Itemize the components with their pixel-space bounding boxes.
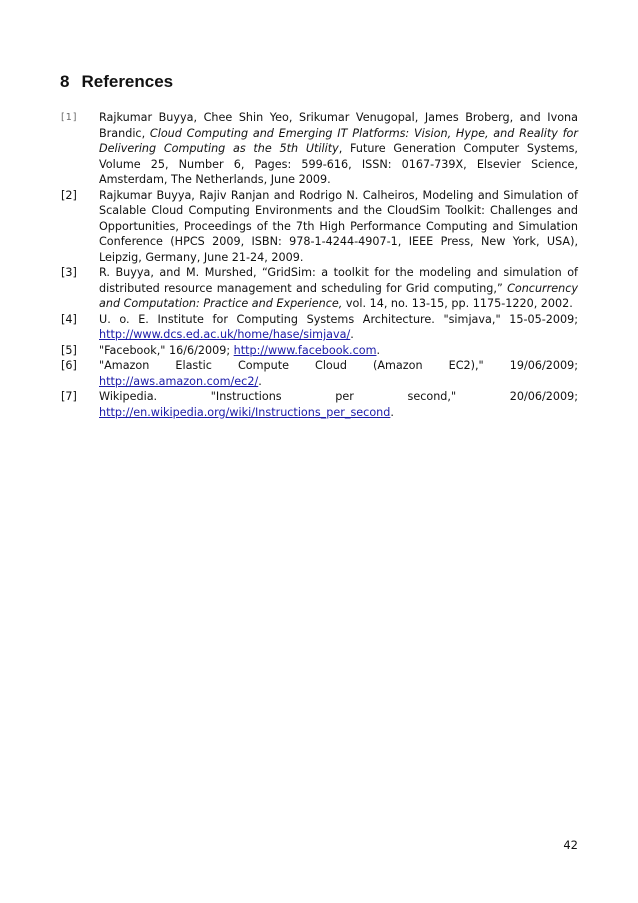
reference-title: Concurrency and Computation: Practice and Experience, bbox=[99, 281, 578, 310]
reference-item bbox=[60, 312, 578, 343]
reference-text: "Facebook," 16/6/2009; http://www.facebook.com. bbox=[99, 343, 381, 357]
section-heading bbox=[60, 72, 173, 92]
reference-item bbox=[60, 188, 578, 266]
reference-list bbox=[60, 110, 578, 420]
reference-link[interactable]: http://www.facebook.com bbox=[233, 343, 377, 357]
reference-link[interactable]: http://en.wikipedia.org/wiki/Instructions_per_second bbox=[99, 405, 391, 419]
reference-item bbox=[60, 110, 578, 188]
reference-label: [2] bbox=[61, 188, 77, 202]
reference-item bbox=[60, 265, 578, 312]
reference-item: [7] Wikipedia. "Instructions per second," 20/06/2009; http://en.wikipedia.org/wiki/Instructions_per_second. bbox=[61, 390, 578, 419]
reference-text: "Amazon Elastic Compute Cloud (Amazon EC2)," 19/06/2009; bbox=[99, 359, 578, 372]
reference-title: Cloud Computing and Emerging IT Platforms: Vision, Hype, and Reality for Delivering Computing as the 5th Utility bbox=[99, 126, 578, 155]
reference-item: [6] "Amazon Elastic Compute Cloud (Amazon EC2)," 19/06/2009; http://aws.amazon.com/ec2/. bbox=[61, 359, 578, 388]
reference-link[interactable]: http://aws.amazon.com/ec2/ bbox=[99, 374, 259, 388]
reference-text: Wikipedia. "Instructions per second," 20/06/2009; bbox=[99, 390, 578, 403]
section-title: References bbox=[81, 72, 174, 91]
section-number: 8 bbox=[60, 72, 70, 91]
reference-label: [5] bbox=[61, 343, 77, 357]
reference-label: [3] bbox=[61, 266, 77, 279]
reference-link[interactable]: http://www.dcs.ed.ac.uk/home/hase/simjava/ bbox=[99, 328, 351, 341]
reference-text: R. Buyya, and M. Murshed, “GridSim: a toolkit for the modeling and simulation of distributed resource management and scheduling for Grid computing,” Concurrency and Computation: Practice and Experience, vol. 14, no. 13-15, pp. 1175-1220, 2002. bbox=[99, 266, 578, 310]
page-number: 42 bbox=[563, 838, 578, 852]
reference-item bbox=[60, 343, 578, 359]
reference-label: [6] bbox=[61, 359, 77, 372]
reference-label: [1] bbox=[61, 112, 78, 123]
reference-text: Rajkumar Buyya, Rajiv Ranjan and Rodrigo N. Calheiros, Modeling and Simulation of Scalable Cloud Computing Environments and the CloudSim Toolkit: Challenges and Opportunities, Proceedings of the 7th High Performance Computing and Simulation Conference (HPCS 2009, ISBN: 978-1-4244-4907-1, IEEE Press, New York, USA), Leipzig, Germany, June 21-24, 2009. bbox=[99, 188, 578, 264]
reference-label: [4] bbox=[61, 312, 77, 326]
reference-text: Rajkumar Buyya, Chee Shin Yeo, Srikumar Venugopal, James Broberg, and Ivona Brandic, Cloud Computing and Emerging IT Platforms: Vision, Hype, and Reality for Delivering Computing as the 5th Utility, Future Generation Computer Systems, Volume 25, Number 6, Pages: 599-616, ISSN: 0167-739X, Elsevier Science, Amsterdam, The Netherlands, June 2009. bbox=[99, 111, 578, 186]
reference-label: [7] bbox=[61, 390, 77, 403]
reference-text: U. o. E. Institute for Computing Systems Architecture. "simjava," 15-05-2009; http://www.dcs.ed.ac.uk/home/hase/simjava/. bbox=[99, 312, 578, 341]
